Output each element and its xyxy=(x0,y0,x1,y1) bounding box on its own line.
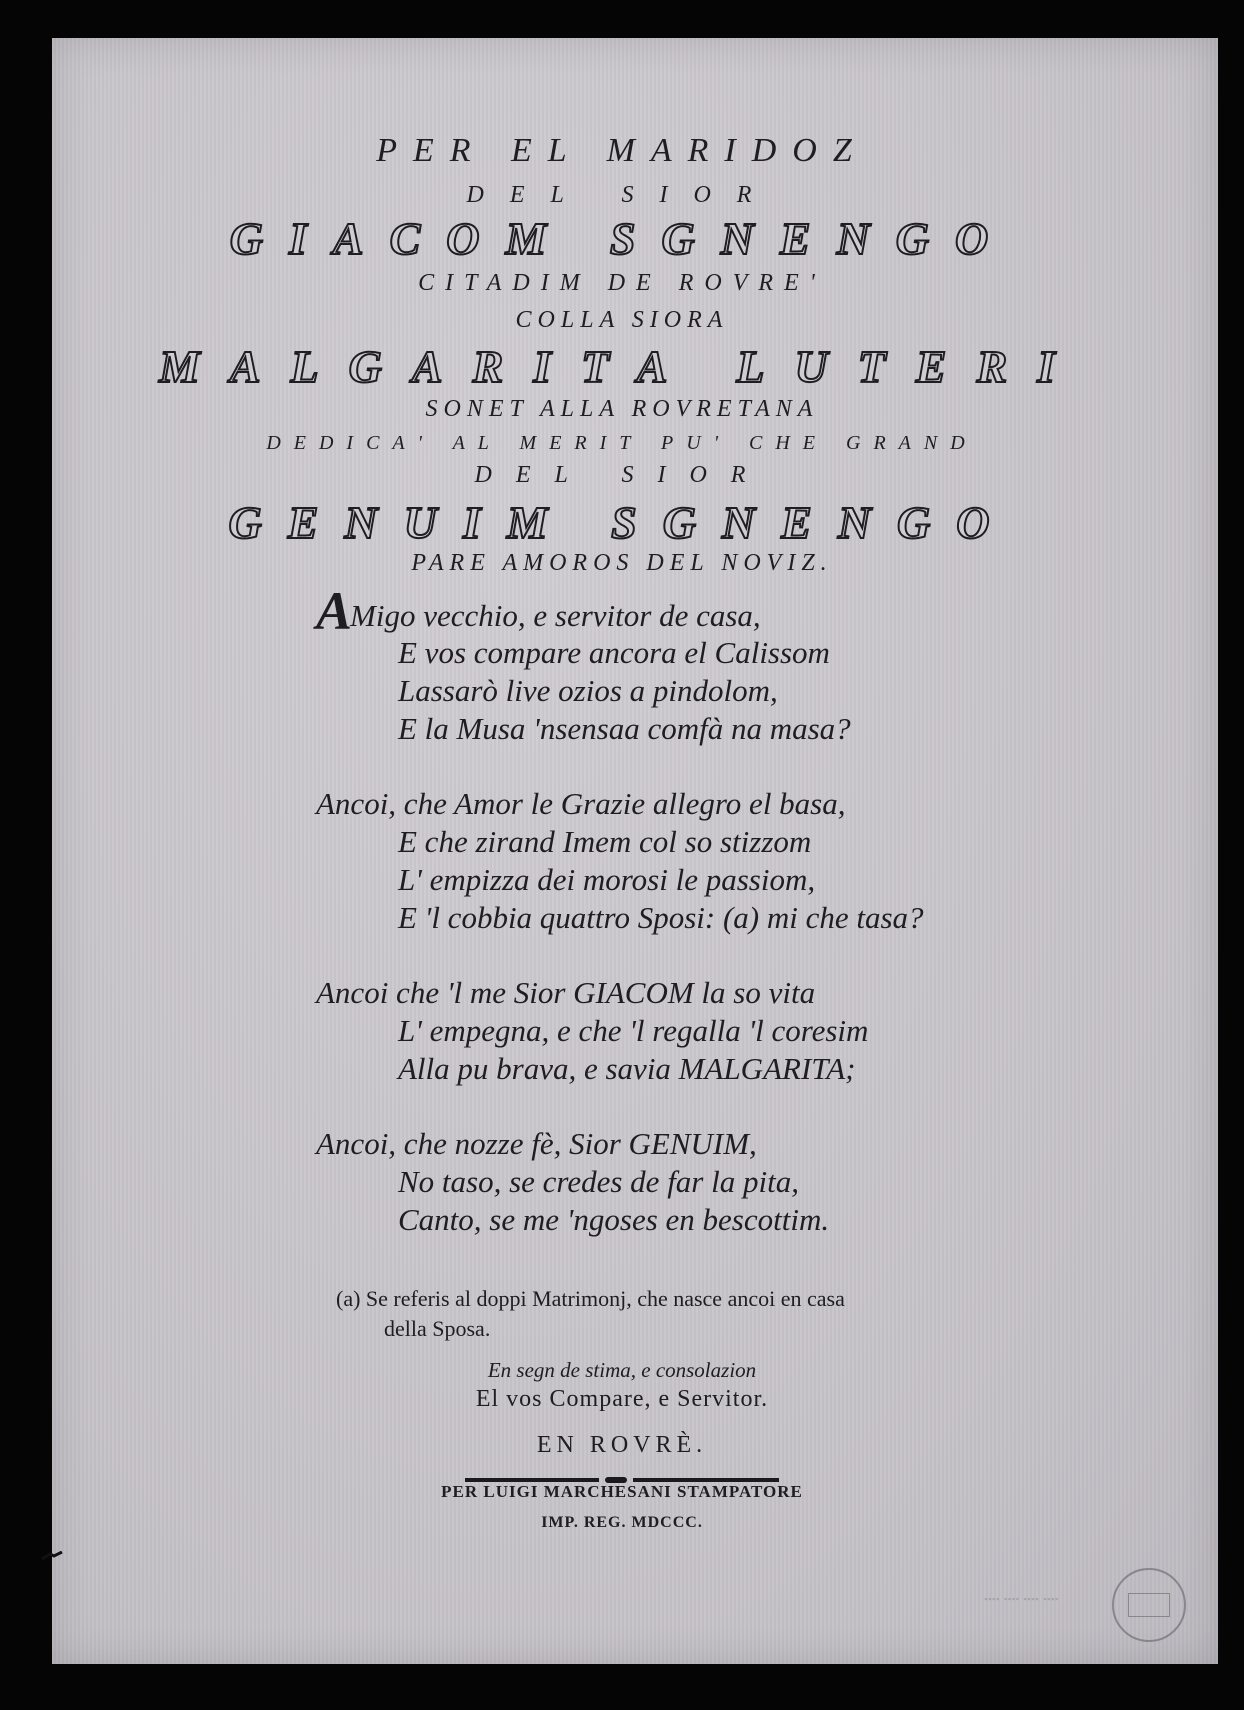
title-name-groom: GIACOM SGNENGO xyxy=(229,213,1015,264)
poem-line: Ancoi che 'l me Sior GIACOM la so vita xyxy=(316,975,816,1010)
poem-line: AMigo vecchio, e servitor de casa, xyxy=(316,581,761,641)
dedication-line: En segn de stima, e consolazion xyxy=(487,1358,757,1382)
poem-line: Ancoi, che nozze fè, Sior GENUIM, xyxy=(316,1126,757,1161)
sonnet xyxy=(316,581,1076,1276)
stamp-center xyxy=(1128,1593,1170,1617)
poem-line: Canto, se me 'ngoses en bescottim. xyxy=(398,1202,830,1237)
title-line-4: CITADIM DE ROVRE' xyxy=(418,270,826,296)
stanza-2 xyxy=(316,785,1076,937)
title-line-7: SONET ALLA ROVRETANA xyxy=(425,396,819,422)
footnote-line-1: (a) Se referis al doppi Matrimonj, che nasce ancoi en casa xyxy=(336,1286,845,1311)
poem-line: E che zirand Imem col so stizzom xyxy=(398,824,812,859)
poem-line: L' empizza dei morosi le passiom, xyxy=(398,862,816,897)
place-line: EN ROVRÈ. xyxy=(536,1432,708,1458)
title-name-bride: MALGARITA LUTERI xyxy=(158,341,1086,392)
poem-line: L' empegna, e che 'l regalla 'l coresim xyxy=(398,1013,869,1048)
title-line-11: PARE AMOROS DEL NOVIZ. xyxy=(411,550,833,576)
imprint-line: IMP. REG. MDCCC. xyxy=(541,1514,703,1531)
title-line-5: COLLA SIORA xyxy=(515,307,729,333)
poem-line: Lassarò live ozios a pindolom, xyxy=(398,673,778,708)
printer-line: PER LUIGI MARCHESANI STAMPATORE xyxy=(441,1482,803,1501)
title-name-father: GENUIM SGNENGO xyxy=(228,497,1016,548)
poem-line: Ancoi, che Amor le Grazie allegro el basa, xyxy=(316,786,846,821)
footnote xyxy=(336,1284,996,1344)
poem-line: E vos compare ancora el Calissom xyxy=(398,635,830,670)
poem-line: Alla pu brava, e savia MALGARITA; xyxy=(398,1051,856,1086)
pencil-number-mark: ┈┈┈┈ xyxy=(984,1584,1063,1614)
title-line-9: DEL SIOR xyxy=(474,462,770,488)
poem-line: E la Musa 'nsensaa comfà na masa? xyxy=(398,711,851,746)
library-stamp-icon xyxy=(1112,1568,1186,1642)
ink-mark-icon xyxy=(40,1551,64,1561)
signature-line: El vos Compare, e Servitor. xyxy=(475,1386,769,1412)
stanza-4 xyxy=(316,1125,1076,1239)
footnote-line-2: della Sposa. xyxy=(384,1316,491,1341)
stanza-3 xyxy=(316,974,1076,1088)
stanza-1 xyxy=(316,581,1076,748)
poem-line: E 'l cobbia quattro Sposi: (a) mi che tasa? xyxy=(398,900,924,935)
poem-line: No taso, se credes de far la pita, xyxy=(398,1164,799,1199)
title-line-8: DEDICA' AL MERIT PU' CHE GRAND xyxy=(266,432,978,454)
title-line-2: DEL SIOR xyxy=(466,182,778,208)
drop-cap: A xyxy=(316,581,353,641)
title-line-1: PER EL MARIDOZ xyxy=(376,132,868,169)
